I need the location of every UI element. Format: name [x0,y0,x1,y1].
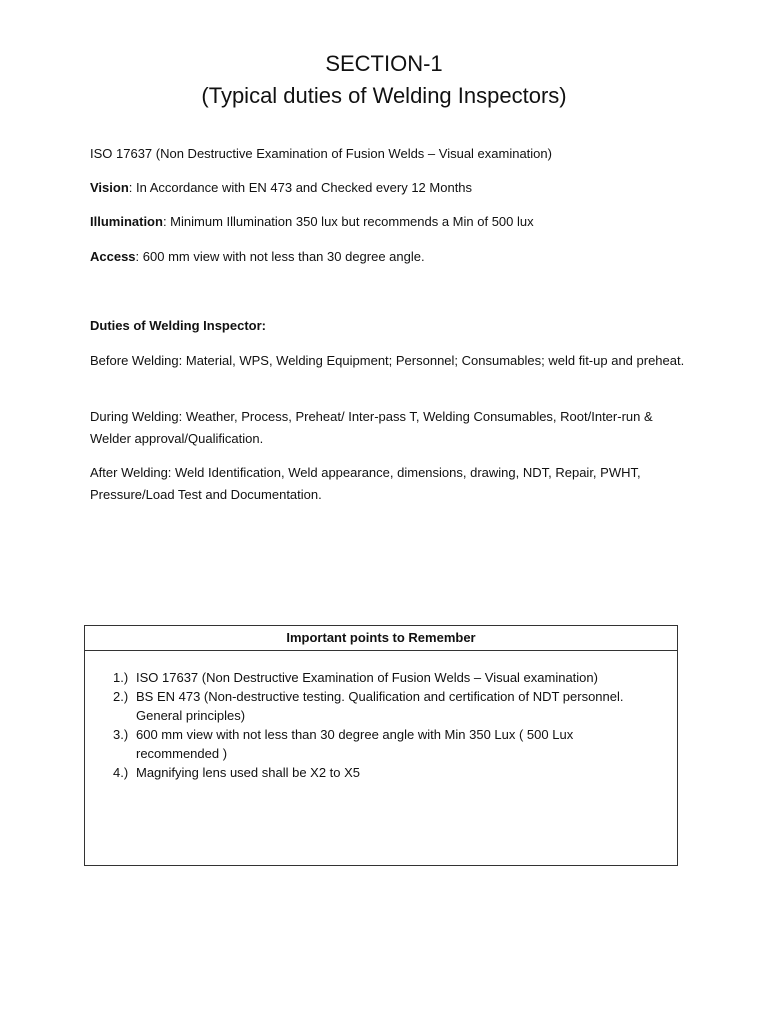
list-item-number: 3.) [113,727,129,742]
vision-text: : In Accordance with EN 473 and Checked every 12 Months [128,180,473,195]
illumination-line [90,211,690,233]
duties-heading: Duties of Welding Inspector: [90,318,266,333]
illumination-label: Illumination [90,214,163,229]
vision-label: Vision [90,180,129,195]
list-item-number: 4.) [113,765,129,780]
access-label: Access [90,249,136,264]
list-item [113,668,653,687]
before-welding-paragraph: Before Welding: Material, WPS, Welding Equipment; Personnel; Consumables; weld fit-up and preheat. [90,353,685,368]
important-points-box [84,625,678,866]
list-item [113,763,653,782]
list-item-text: ISO 17637 (Non Destructive Examination of Fusion Welds – Visual examination) [136,670,598,685]
list-item-text: 600 mm view with not less than 30 degree angle with Min 350 Lux ( 500 Lux recommended ) [136,727,574,761]
iso-standard-line: ISO 17637 (Non Destructive Examination of Fusion Welds – Visual examination) [90,146,552,161]
illumination-text: : Minimum Illumination 350 lux but recommends a Min of 500 lux [162,214,534,229]
section-title: SECTION-1 [325,51,443,76]
vision-line [90,177,690,199]
after-welding-paragraph: After Welding: Weld Identification, Weld appearance, dimensions, drawing, NDT, Repair, PWHT, Pressure/Load Test and Documentation. [90,465,641,502]
list-item [113,687,653,725]
list-item-number: 1.) [113,670,129,685]
during-welding-paragraph: During Welding: Weather, Process, Preheat/ Inter-pass T, Welding Consumables, Root/Inter-run & Welder approval/Qualification. [90,409,653,446]
important-points-list [113,668,653,782]
access-line [90,246,690,268]
list-item-number: 2.) [113,689,129,704]
section-subtitle: (Typical duties of Welding Inspectors) [201,83,567,108]
important-points-heading: Important points to Remember [85,626,677,651]
list-item-text: Magnifying lens used shall be X2 to X5 [136,765,361,780]
list-item [113,725,653,763]
list-item-text: BS EN 473 (Non-destructive testing. Qualification and certification of NDT personnel. General principles) [136,689,624,723]
access-text: : 600 mm view with not less than 30 degree angle. [135,249,425,264]
